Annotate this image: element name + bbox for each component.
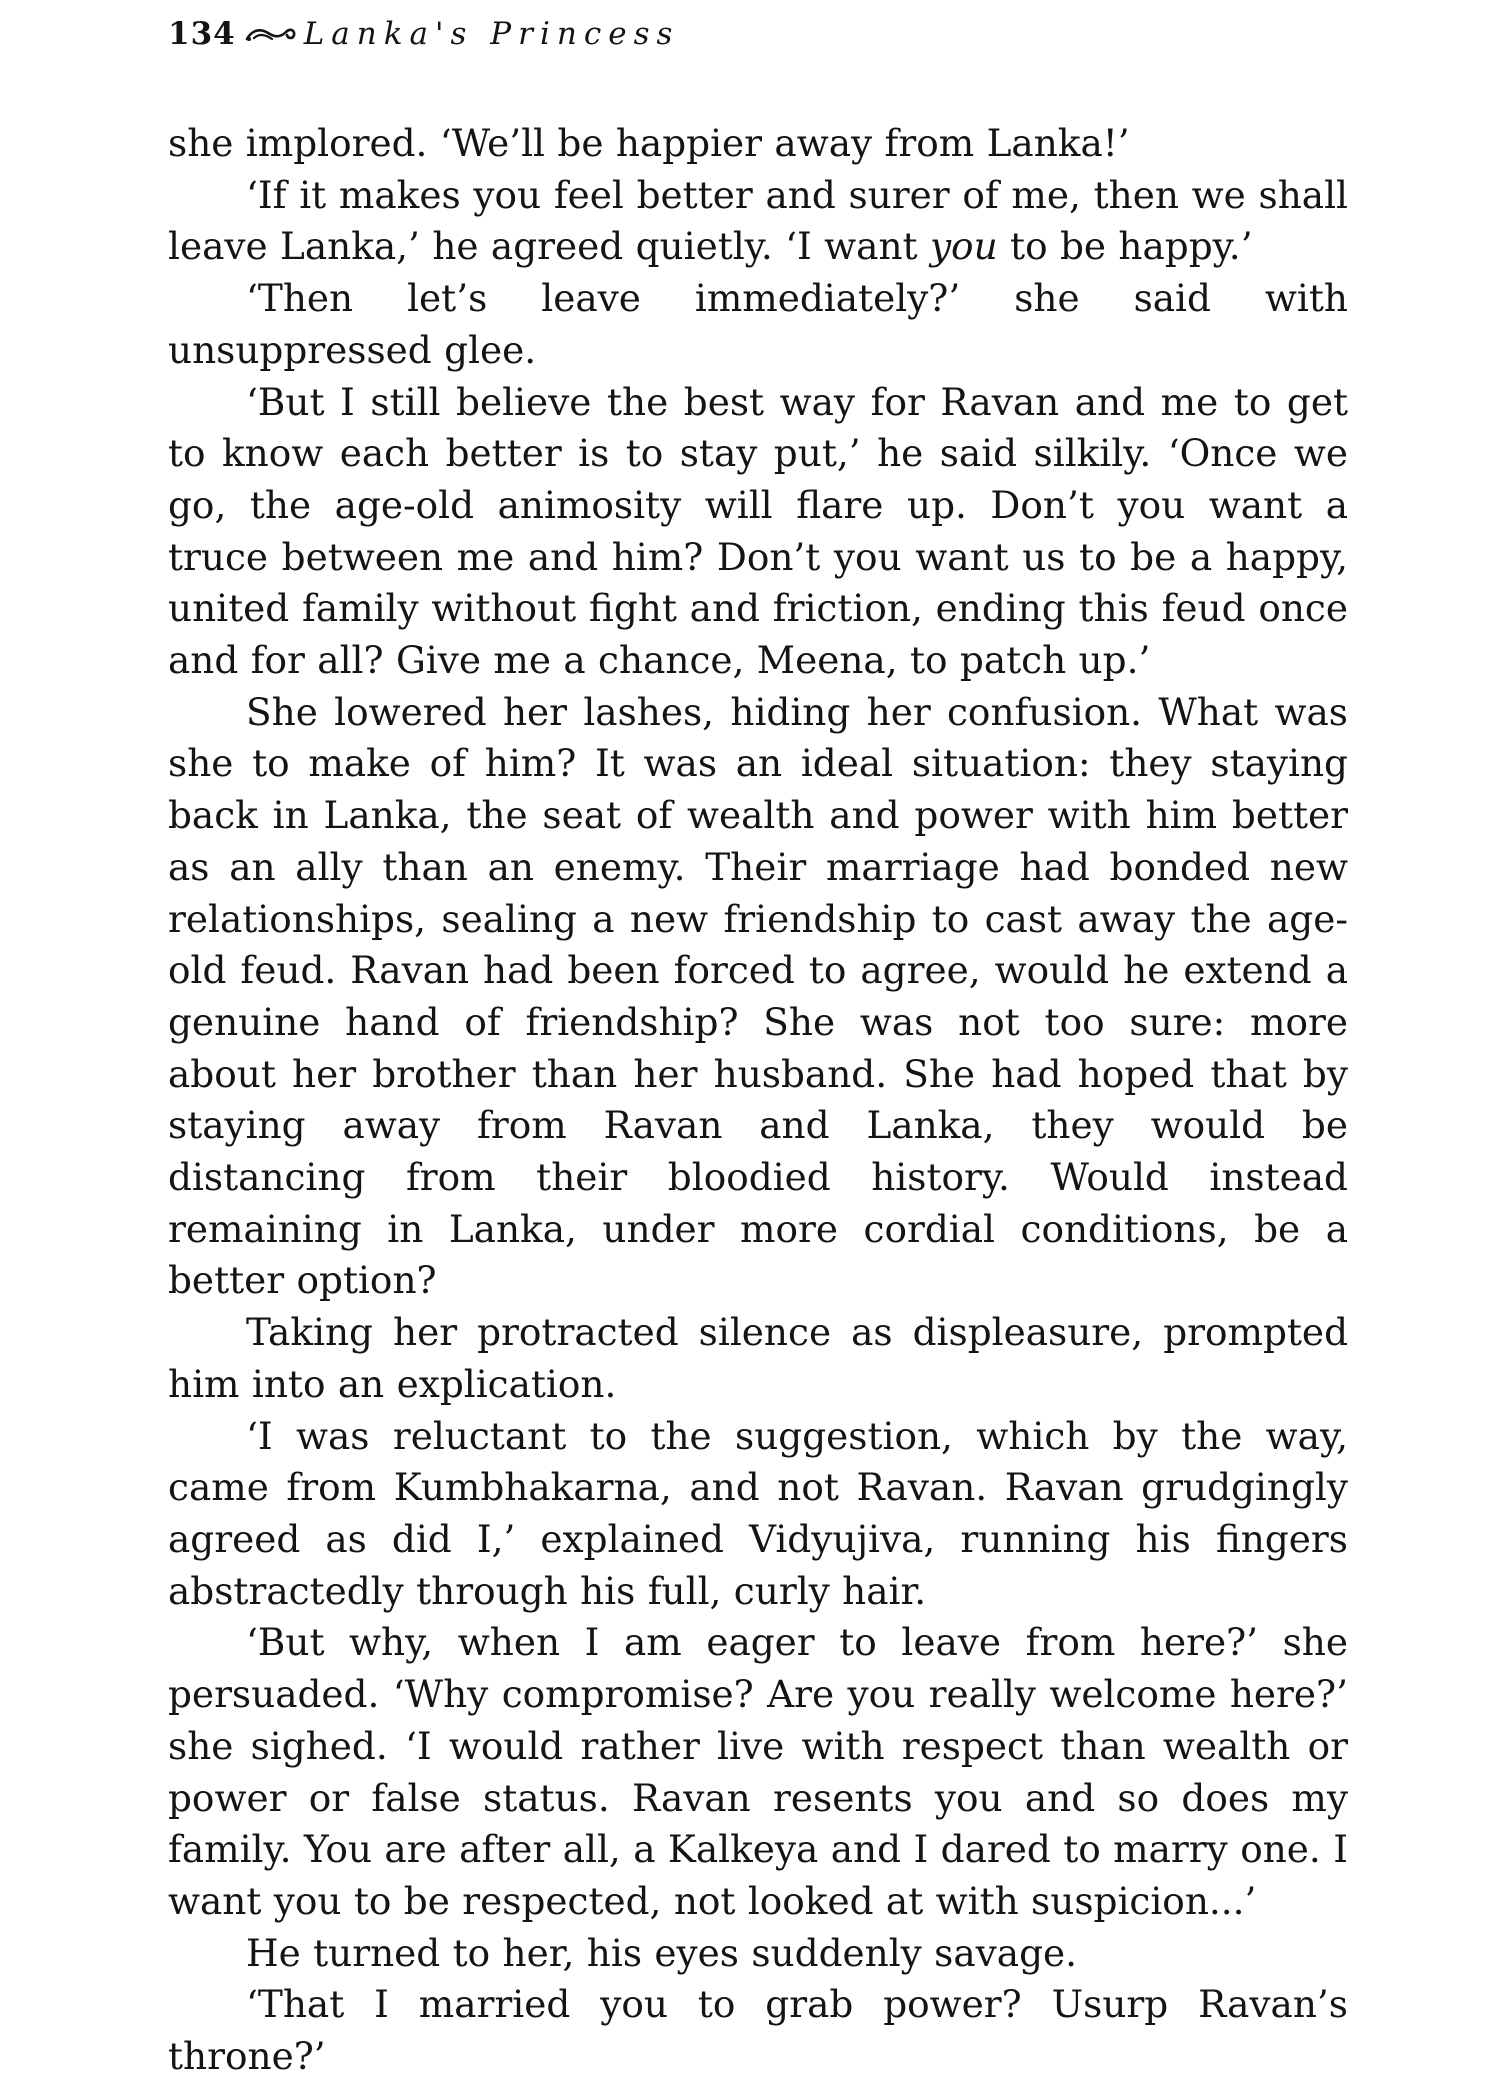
page-number: 134	[168, 16, 236, 52]
paragraph-5: She lowered her lashes, hiding her confusion. What was she to make of him? It was an ideal situation: they staying back in Lanka, the seat of wealth and power with him better as an ally than an enemy. Their marriage had bonded new relationships, sealing a new friendship to cast away the age-old feud. Ravan had been forced to agree, would he extend a genuine hand of friendship? She was not too sure: more about her brother than her husband. She had hoped that by staying away from Ravan and Lanka, they would be distancing from their bloodied history. Would instead remaining in Lanka, under more cordial conditions, be a better option?	[168, 689, 1348, 1303]
paragraph-2-text-end: to be happy.’	[997, 224, 1253, 269]
paragraph-3: ‘Then let’s leave immediately?’ she said with unsuppressed glee.	[168, 276, 1348, 372]
running-head	[168, 14, 679, 54]
paragraph-9: He turned to her, his eyes suddenly savage.	[246, 1930, 1078, 1975]
paragraph-2	[168, 170, 1348, 273]
paragraph-1: she implored. ‘We’ll be happier away from Lanka!’	[168, 121, 1130, 165]
book-title: Lanka's Princess	[303, 16, 680, 52]
paragraph-4: ‘But I still believe the best way for Ravan and me to get to know each better is to stay put,’ he said silkily. ‘Once we go, the age-old animosity will flare up. Don’t you want a truce between me and him? Don’t you want us to be a happy, united family without fight and friction, ending this feud once and for all? Give me a chance, Meena, to patch up.’	[168, 379, 1348, 683]
body-text	[168, 118, 1348, 2083]
swirl-ornament-icon	[244, 24, 298, 44]
paragraph-7: ‘I was reluctant to the suggestion, which by the way, came from Kumbhakarna, and not Ravan. Ravan grudgingly agreed as did I,’ explained Vidyujiva, running his fingers abstractedly through his full, curly hair.	[168, 1413, 1348, 1613]
paragraph-2-text-start: ‘If it makes you feel better and surer of me, then we shall leave Lanka,’ he agreed quietly. ‘I want	[168, 172, 1348, 269]
paragraph-6: Taking her protracted silence as displeasure, prompted him into an explication.	[168, 1310, 1348, 1406]
paragraph-10: ‘That I married you to grab power? Usurp Ravan’s throne?’	[168, 1982, 1348, 2079]
paragraph-2-emphasis: you	[929, 224, 998, 269]
paragraph-8: ‘But why, when I am eager to leave from here?’ she persuaded. ‘Why compromise? Are you really welcome here?’ she sighed. ‘I would rather live with respect than wealth or power or false status. Ravan resents you and so does my family. You are after all, a Kalkeya and I dared to marry one. I want you to be respected, not looked at with suspicion...’	[168, 1620, 1348, 1923]
